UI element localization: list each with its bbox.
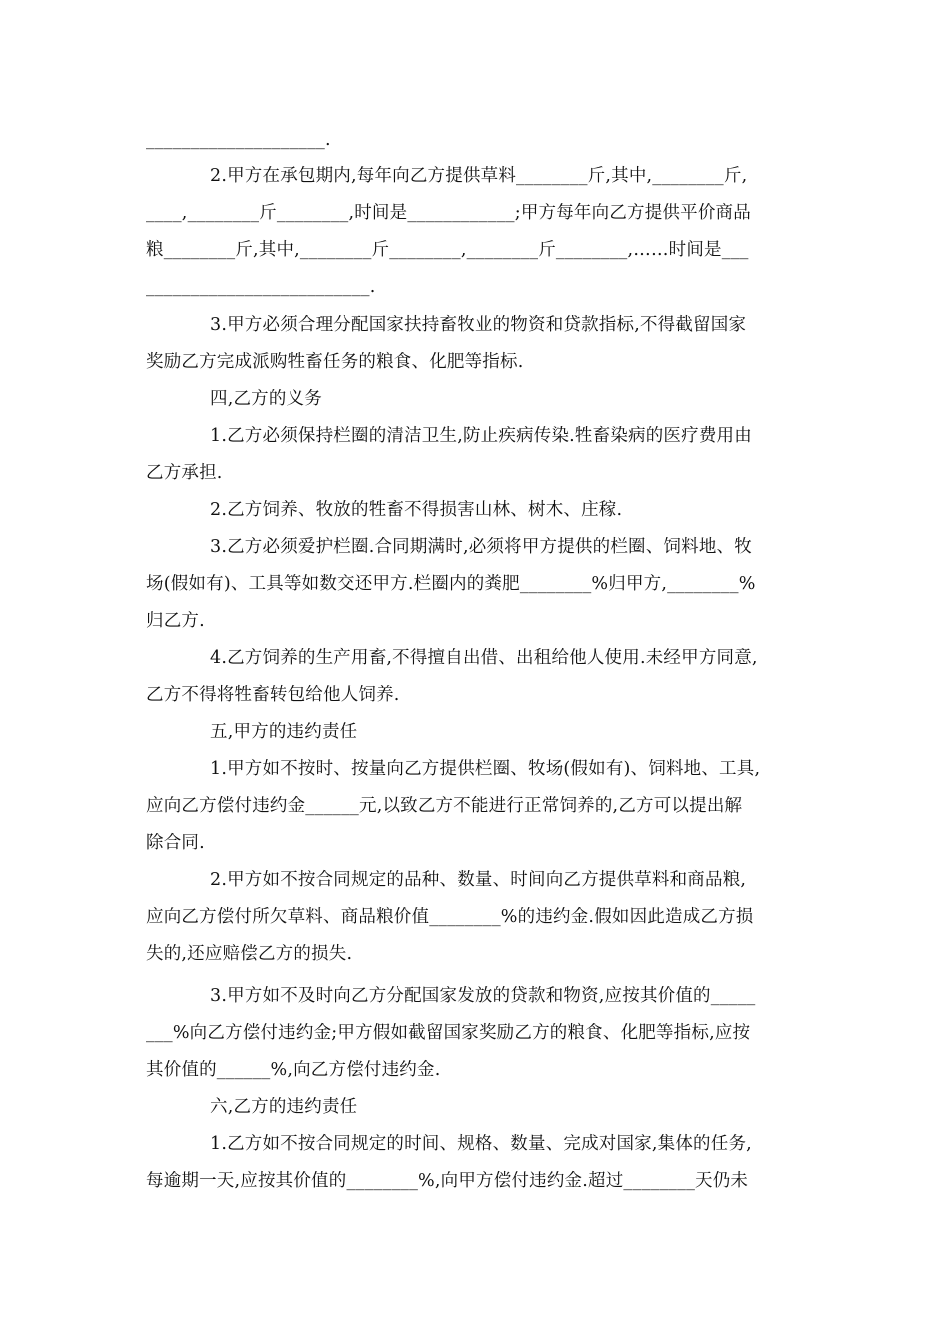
text-line: 3.甲方必须合理分配国家扶持畜牧业的物资和贷款指标,不得截留国家 xyxy=(210,315,747,335)
text-line: 奖励乙方完成派购牲畜任务的粮食、化肥等指标. xyxy=(146,352,524,372)
text-line: 归乙方. xyxy=(146,611,205,631)
text-line: 3.乙方必须爱护栏圈.合同期满时,必须将甲方提供的栏圈、饲料地、牧 xyxy=(210,537,752,557)
text-line: 每逾期一天,应按其价值的________%,向甲方偿付违约金.超过________天仍未 xyxy=(146,1171,749,1191)
text-line: 其价值的______%,向乙方偿付违约金. xyxy=(146,1060,441,1080)
text-line: 2.乙方饲养、牧放的牲畜不得损害山林、树木、庄稼. xyxy=(210,500,623,520)
text-line: 粮________斤,其中,________斤________,________斤________,……时间是___ xyxy=(146,240,749,260)
text-line: 2.甲方在承包期内,每年向乙方提供草料________斤,其中,________斤, xyxy=(210,166,748,186)
text-line: 1.甲方如不按时、按量向乙方提供栏圈、牧场(假如有)、饲料地、工具, xyxy=(210,759,761,779)
text-line: _________________________. xyxy=(146,277,376,297)
text-line: 3.甲方如不及时向乙方分配国家发放的贷款和物资,应按其价值的_____ xyxy=(210,986,756,1006)
text-line: 2.甲方如不按合同规定的品种、数量、时间向乙方提供草料和商品粮, xyxy=(210,870,747,890)
text-line: 应向乙方偿付违约金______元,以致乙方不能进行正常饲养的,乙方可以提出解 xyxy=(146,796,743,816)
text-line: ___%向乙方偿付违约金;甲方假如截留国家奖励乙方的粮食、化肥等指标,应按 xyxy=(146,1023,751,1043)
text-line: ____,________斤________,时间是____________;甲方每年向乙方提供平价商品 xyxy=(146,203,751,223)
text-line: 失的,还应赔偿乙方的损失. xyxy=(146,944,353,964)
text-line: ____________________. xyxy=(146,130,331,150)
section-heading: 四,乙方的义务 xyxy=(210,389,322,409)
text-line: 应向乙方偿付所欠草料、商品粮价值________%的违约金.假如因此造成乙方损 xyxy=(146,907,754,927)
text-line: 除合同. xyxy=(146,833,205,853)
text-line: 1.乙方必须保持栏圈的清洁卫生,防止疾病传染.牲畜染病的医疗费用由 xyxy=(210,426,752,446)
text-line: 4.乙方饲养的生产用畜,不得擅自出借、出租给他人使用.未经甲方同意, xyxy=(210,648,758,668)
text-line: 乙方承担. xyxy=(146,463,223,483)
section-heading: 五,甲方的违约责任 xyxy=(210,722,358,742)
section-heading: 六,乙方的违约责任 xyxy=(210,1097,358,1117)
text-line: 场(假如有)、工具等如数交还甲方.栏圈内的粪肥________%归甲方,________% xyxy=(146,574,756,594)
text-line: 乙方不得将牲畜转包给他人饲养. xyxy=(146,685,400,705)
text-line: 1.乙方如不按合同规定的时间、规格、数量、完成对国家,集体的任务, xyxy=(210,1134,752,1154)
